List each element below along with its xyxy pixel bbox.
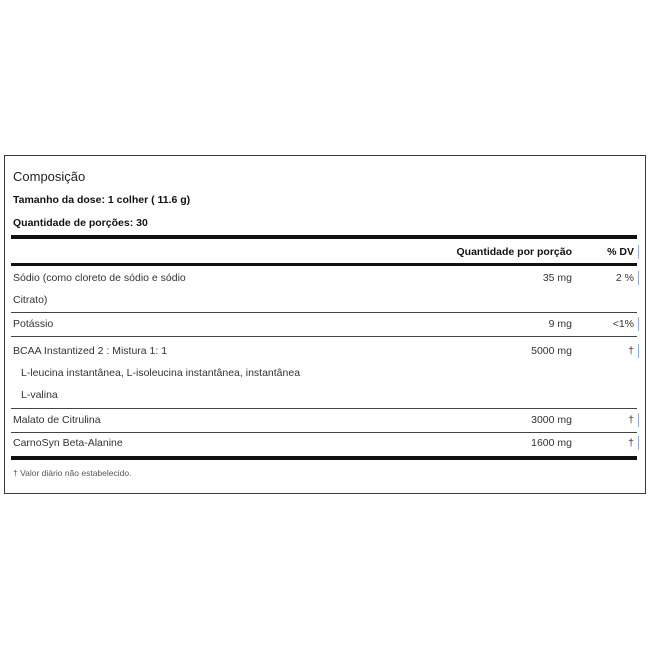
header-dv-marker <box>638 245 639 259</box>
dv-marker <box>638 413 639 427</box>
dv-marker <box>638 271 639 285</box>
nutrient-amount: 3000 mg <box>531 414 572 426</box>
thick-divider-bottom <box>11 456 637 460</box>
row-divider <box>11 336 637 337</box>
nutrient-name-continued: Citrato) <box>13 294 48 306</box>
nutrient-name: CarnoSyn Beta-Alanine <box>13 437 123 449</box>
nutrient-amount: 1600 mg <box>531 437 572 449</box>
serving-size: Tamanho da dose: 1 colher ( 11.6 g) <box>13 194 191 206</box>
header-daily-value: % DV <box>607 246 634 258</box>
nutrient-daily-value: 2 % <box>615 272 634 284</box>
header-amount-per-serving: Quantidade por porção <box>456 246 572 258</box>
nutrient-amount: 35 mg <box>542 272 572 284</box>
row-divider <box>11 312 637 313</box>
row-divider <box>11 432 637 433</box>
nutrient-name: Malato de Citrulina <box>13 414 101 426</box>
nutrient-subcomponents-continued: L-valina <box>21 389 58 401</box>
nutrient-name: Sódio (como cloreto de sódio e sódio <box>13 272 186 284</box>
dv-marker <box>638 436 639 450</box>
dv-marker <box>638 317 639 331</box>
row-divider <box>11 408 637 409</box>
nutrient-name: BCAA Instantized 2 : Mistura 1: 1 <box>13 345 168 357</box>
nutrient-daily-value: † <box>628 437 634 449</box>
nutrient-name: Potássio <box>13 318 54 330</box>
supplement-facts-panel <box>4 155 646 494</box>
nutrient-amount: 9 mg <box>548 318 572 330</box>
dv-marker <box>638 344 639 358</box>
nutrient-daily-value: <1% <box>612 318 634 330</box>
servings-per-container: Quantidade de porções: 30 <box>13 217 148 229</box>
medium-divider-header <box>11 263 637 266</box>
thick-divider-top <box>11 235 637 239</box>
nutrient-daily-value: † <box>628 345 634 357</box>
nutrient-daily-value: † <box>628 414 634 426</box>
nutrient-amount: 5000 mg <box>531 345 572 357</box>
footnote: † Valor diário não estabelecido. <box>13 468 132 478</box>
panel-title: Composição <box>13 169 86 184</box>
nutrient-subcomponents: L-leucina instantânea, L-isoleucina instantânea, instantânea <box>21 367 301 379</box>
